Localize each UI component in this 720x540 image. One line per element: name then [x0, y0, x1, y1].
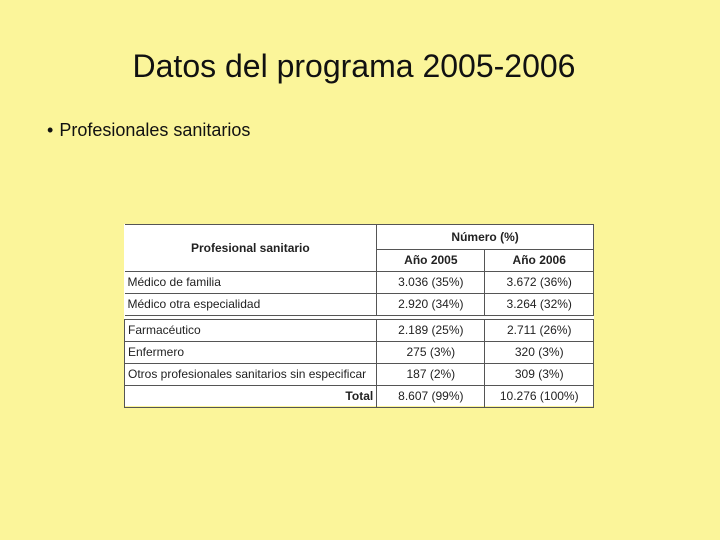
slide-title: Datos del programa 2005-2006: [132, 48, 576, 84]
row-label: Médico otra especialidad: [125, 294, 377, 316]
row-value-2005: 2.920 (34%): [377, 294, 485, 316]
table-row: [125, 272, 594, 294]
row-label: Enfermero: [125, 342, 377, 364]
row-value-2005: 2.189 (25%): [377, 320, 485, 342]
table-row: [125, 342, 594, 364]
table-row: [125, 364, 594, 386]
total-label: Total: [125, 386, 377, 408]
bullet-item: [47, 120, 250, 141]
row-value-2006: 309 (3%): [485, 364, 594, 386]
row-label: Otros profesionales sanitarios sin especificar: [125, 364, 377, 386]
table-total-row: [125, 386, 594, 408]
row-value-2005: 3.036 (35%): [377, 272, 485, 294]
row-label: Médico de familia: [125, 272, 377, 294]
table-row: [125, 294, 594, 316]
total-value-2005: 8.607 (99%): [377, 386, 485, 408]
bullet-dot-icon: •: [47, 120, 54, 140]
header-year-2006: Año 2006: [485, 250, 594, 272]
total-value-2006: 10.276 (100%): [485, 386, 594, 408]
bullet-text: Profesionales sanitarios: [59, 120, 251, 140]
table-header-row: [125, 225, 594, 250]
row-value-2005: 275 (3%): [377, 342, 485, 364]
professionals-table: [124, 224, 594, 408]
header-year-2005: Año 2005: [377, 250, 485, 272]
row-label: Farmacéutico: [125, 320, 377, 342]
header-profesional: Profesional sanitario: [125, 225, 377, 272]
table-row: [125, 320, 594, 342]
row-value-2006: 2.711 (26%): [485, 320, 594, 342]
row-value-2005: 187 (2%): [377, 364, 485, 386]
data-table-container: [124, 224, 594, 406]
row-value-2006: 3.264 (32%): [485, 294, 594, 316]
row-value-2006: 320 (3%): [485, 342, 594, 364]
header-numero: Número (%): [377, 225, 594, 250]
row-value-2006: 3.672 (36%): [485, 272, 594, 294]
